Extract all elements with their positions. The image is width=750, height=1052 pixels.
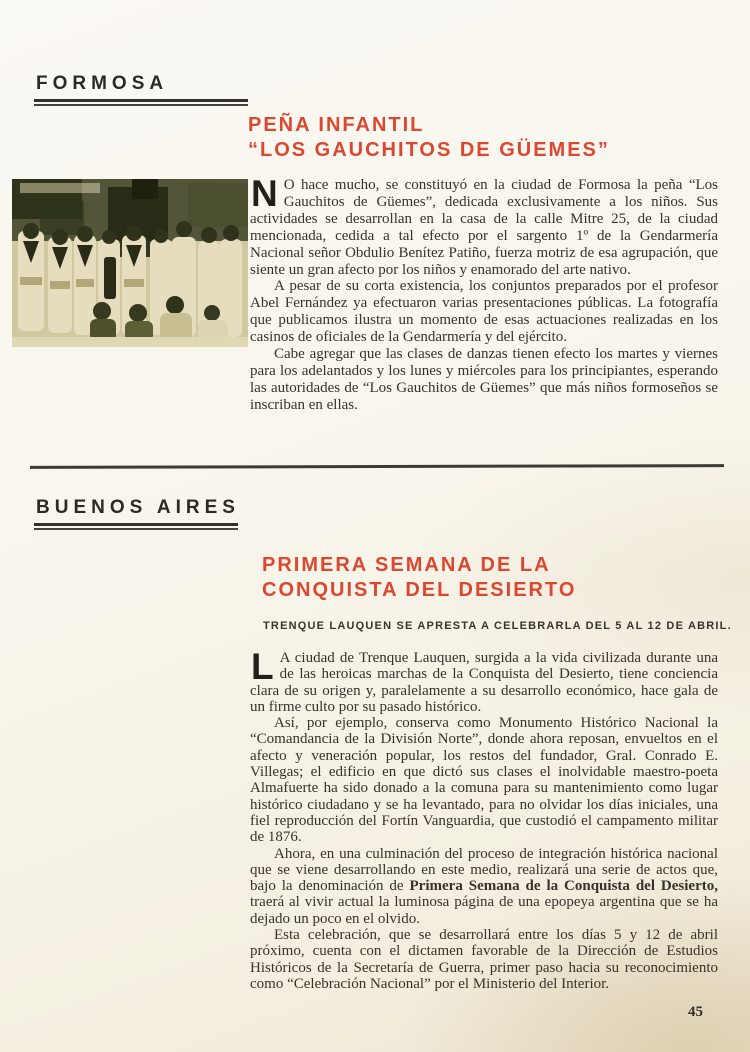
region-header-formosa: FORMOSA — [36, 73, 169, 94]
article-body-formosa — [250, 173, 718, 414]
ba-paragraph-4: Esta celebración, que se desarrollará entre los días 5 y 12 de abril próximo, cuenta con el dictamen favorable de la Dirección de Estudios Históricos de la Secretaría de Guerra, primer paso hacia su reconocimiento como “Celebración Nacional” por el Ministerio del Interior. — [250, 927, 718, 992]
ba-paragraph-3-bold-phrase: Primera Semana de la Conquista del Desierto, — [409, 878, 718, 895]
article-body-buenos-aires — [250, 646, 718, 992]
region-header-buenos-aires-rule — [34, 523, 238, 530]
ba-paragraph-3 — [250, 846, 718, 927]
dropcap-l: L — [251, 646, 274, 687]
article-kicker: TRENQUE LAUQUEN SE APRESTA A CELEBRARLA DEL 5 AL 12 DE ABRIL. — [263, 620, 732, 632]
article-title-primera-semana — [262, 553, 576, 603]
page-number: 45 — [688, 1004, 703, 1020]
ba-paragraph-1-text: A ciudad de Trenque Lauquen, surgida a la vida civilizada durante una de las heroicas marchas de la Conquista del Desierto, tiene conciencia clara de su origen y, paralelamente a su desarrollo económico, hace gala de un firme culto por su pasado histórico. — [250, 650, 718, 715]
group-photo — [12, 179, 248, 347]
article-title-line-1: PEÑA INFANTIL — [248, 114, 425, 136]
group-photo-illustration — [12, 179, 248, 347]
article-title-line-2: “LOS GAUCHITOS DE GÜEMES” — [248, 139, 610, 161]
article-title-line-1: PRIMERA SEMANA DE LA — [262, 554, 551, 576]
ba-paragraph-3-tail: traerá al vivir actual la luminosa página de una epopeya argentina que se ha dejado un poco en el olvido. — [250, 894, 718, 927]
formosa-paragraph-1-text: O hace mucho, se constituyó en la ciudad de Formosa la peña “Los Gauchitos de Güemes”, dedicada exclusivamente a los niños. Sus actividades se desarrollan en la casa de la calle Mitre 25, de la ciudad mencionada, cedida a tal efecto por el sargento 1º de la Gendarmería Nacional señor Obdulio Benítez Patiño, fuerza motriz de esa agrupación, que siente un gran afecto por los niños y enamorado del arte nativo. — [250, 177, 718, 278]
section-divider-rule — [30, 464, 724, 469]
region-header-buenos-aires: BUENOS AIRES — [36, 497, 240, 518]
ba-paragraph-3-lead: Ahora, en una culminación del proceso de integración histórica nacional que se viene desarrollando en este medio, realizará una serie de actos que, bajo la denominación de — [250, 845, 718, 895]
ba-paragraph-2: Así, por ejemplo, conserva como Monumento Histórico Nacional la “Comandancia de la División Norte”, donde ahora reposan, envueltos en el afecto y veneración popular, los restos del fundador, Gral. Conrado E. Villegas; el edificio en que dictó sus clases el inolvidable maestro-poeta Almafuerte ha sido donado a la comuna para su mantenimiento como lugar histórico ciudadano y se ha levantado, para no olvidar los días iniciales, una fiel reproducción del Fortín Vanguardia, que custodió el campamento militar de 1876. — [250, 715, 718, 846]
ba-paragraph-1 — [250, 646, 718, 715]
article-title-line-2: CONQUISTA DEL DESIERTO — [262, 579, 577, 601]
article-title-pena-infantil — [248, 113, 610, 163]
formosa-paragraph-3: Cabe agregar que las clases de danzas tienen efecto los martes y viernes para los adelantados y los lunes y miércoles para los principiantes, esperando las autoridades de “Los Gauchitos de Güemes” que más niños formoseños se inscriban en ellas. — [250, 346, 718, 413]
region-header-formosa-rule — [34, 99, 248, 106]
formosa-paragraph-1 — [250, 173, 718, 278]
dropcap-n: N — [251, 173, 278, 214]
formosa-paragraph-2: A pesar de su corta existencia, los conjuntos preparados por el profesor Abel Fernández ya efectuaron varias presentaciones públicas. La fotografía que publicamos ilustra un momento de esas actuaciones realizadas en los casinos de oficiales de la Gendarmería y del ejército. — [250, 278, 718, 346]
